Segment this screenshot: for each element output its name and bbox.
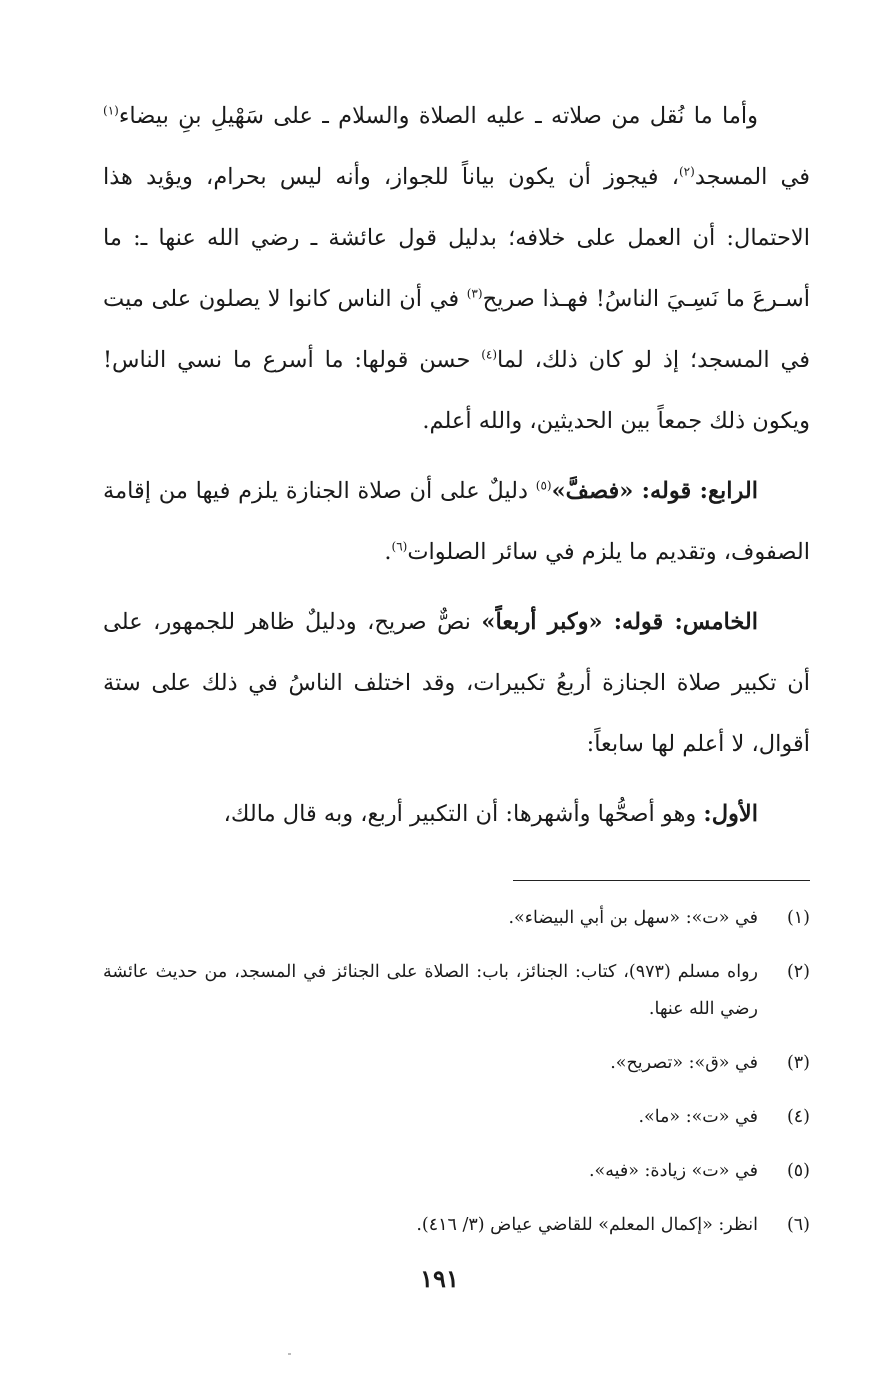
- footnote-1: [103, 900, 810, 937]
- p2-lead: الرابع: قوله: «فصفَّ»: [551, 478, 758, 504]
- footnote-text: في «ق»: «تصريح».: [610, 1053, 758, 1073]
- footnote-text: رواه مسلم (٩٧٣)، كتاب: الجنائز، باب: الصلاة على الجنائز في المسجد، من حديث عائشة رضي الله عنها.: [103, 962, 758, 1019]
- p1-text-1: وأما ما نُقل من صلاته ـ عليه الصلاة والسلام ـ على سَهْيلِ بنِ بيضاء: [118, 103, 758, 129]
- footnote-text: في «ت»: «سهل بن أبي البيضاء».: [508, 908, 758, 928]
- p2-text-1: دليلٌ على أن صلاة الجنازة يلزم فيها من إقامة الصفوف، وتقديم ما يلزم في سائر الصلوات: [103, 478, 810, 565]
- footnote-ref-1[interactable]: (١): [103, 103, 119, 118]
- p1-text-2: في المسجد: [694, 164, 810, 190]
- p1-text-4: في أن الناس كانوا لا يصلون على ميت في المسجد؛ إذ لو كان ذلك، لما: [103, 286, 810, 373]
- footnote-ref-3[interactable]: (٣): [466, 286, 483, 301]
- footnote-separator: [513, 880, 810, 881]
- paragraph-3: [103, 592, 810, 775]
- footnote-number: (٤): [786, 1107, 810, 1127]
- p1-text-5: حسن قولها: ما أسرع ما نسي الناس! ويكون ذلك جمعاً بين الحديثين، والله أعلم.: [103, 347, 810, 434]
- p4-lead: الأول:: [703, 801, 758, 827]
- footnote-4: [103, 1099, 810, 1136]
- paragraph-2: [103, 461, 810, 583]
- paragraph-1: [103, 86, 810, 452]
- p3-lead: الخامس: قوله: «وكبر أربعاً»: [481, 609, 758, 635]
- scan-speck: [288, 1353, 291, 1355]
- page-number: ١٩١: [420, 1264, 459, 1293]
- footnote-text: انظر: «إكمال المعلم» للقاضي عياض (٣/ ٤١٦).: [416, 1215, 758, 1235]
- footnote-ref-2[interactable]: (٢): [678, 164, 695, 179]
- footnote-ref-4[interactable]: (٤): [481, 347, 498, 362]
- footnote-number: (١): [786, 908, 810, 928]
- p1-text-3: ، فيجوز أن يكون بياناً للجواز، وأنه ليس بحرام، ويؤيد هذا الاحتمال: أن العمل على خلافه؛ بدليل قول عائشة ـ رضي الله عنها ـ: ما أسـرعَ ما نَسِـيَ الناسُ! فهـذا صريح: [103, 164, 811, 312]
- footnote-ref-6[interactable]: (٦): [391, 539, 408, 554]
- footnote-number: (٢): [786, 962, 810, 982]
- footnote-6: [103, 1207, 810, 1244]
- footnote-3: [103, 1045, 810, 1082]
- footnotes: [103, 900, 810, 1261]
- p3-text: نصٌّ صريح، ودليلٌ ظاهر للجمهور، على أن تكبير صلاة الجنازة أربعُ تكبيرات، وقد اختلف الناسُ في ذلك على ستة أقوال، لا أعلم لها سابعاً:: [103, 609, 810, 757]
- main-text: [103, 86, 810, 854]
- footnote-text: في «ت»: «ما».: [638, 1107, 758, 1127]
- footnote-text: في «ت» زيادة: «فيه».: [588, 1161, 758, 1181]
- paragraph-4: [103, 784, 810, 845]
- footnote-ref-5[interactable]: (٥): [535, 478, 552, 493]
- p4-text: وهو أصحُّها وأشهرها: أن التكبير أربع، وبه قال مالك،: [223, 801, 704, 827]
- p2-text-2: .: [384, 539, 392, 565]
- footnote-5: [103, 1153, 810, 1190]
- footnote-number: (٥): [786, 1161, 810, 1181]
- footnote-2: [103, 954, 810, 1028]
- footnote-number: (٣): [786, 1053, 810, 1073]
- footnote-number: (٦): [786, 1215, 810, 1235]
